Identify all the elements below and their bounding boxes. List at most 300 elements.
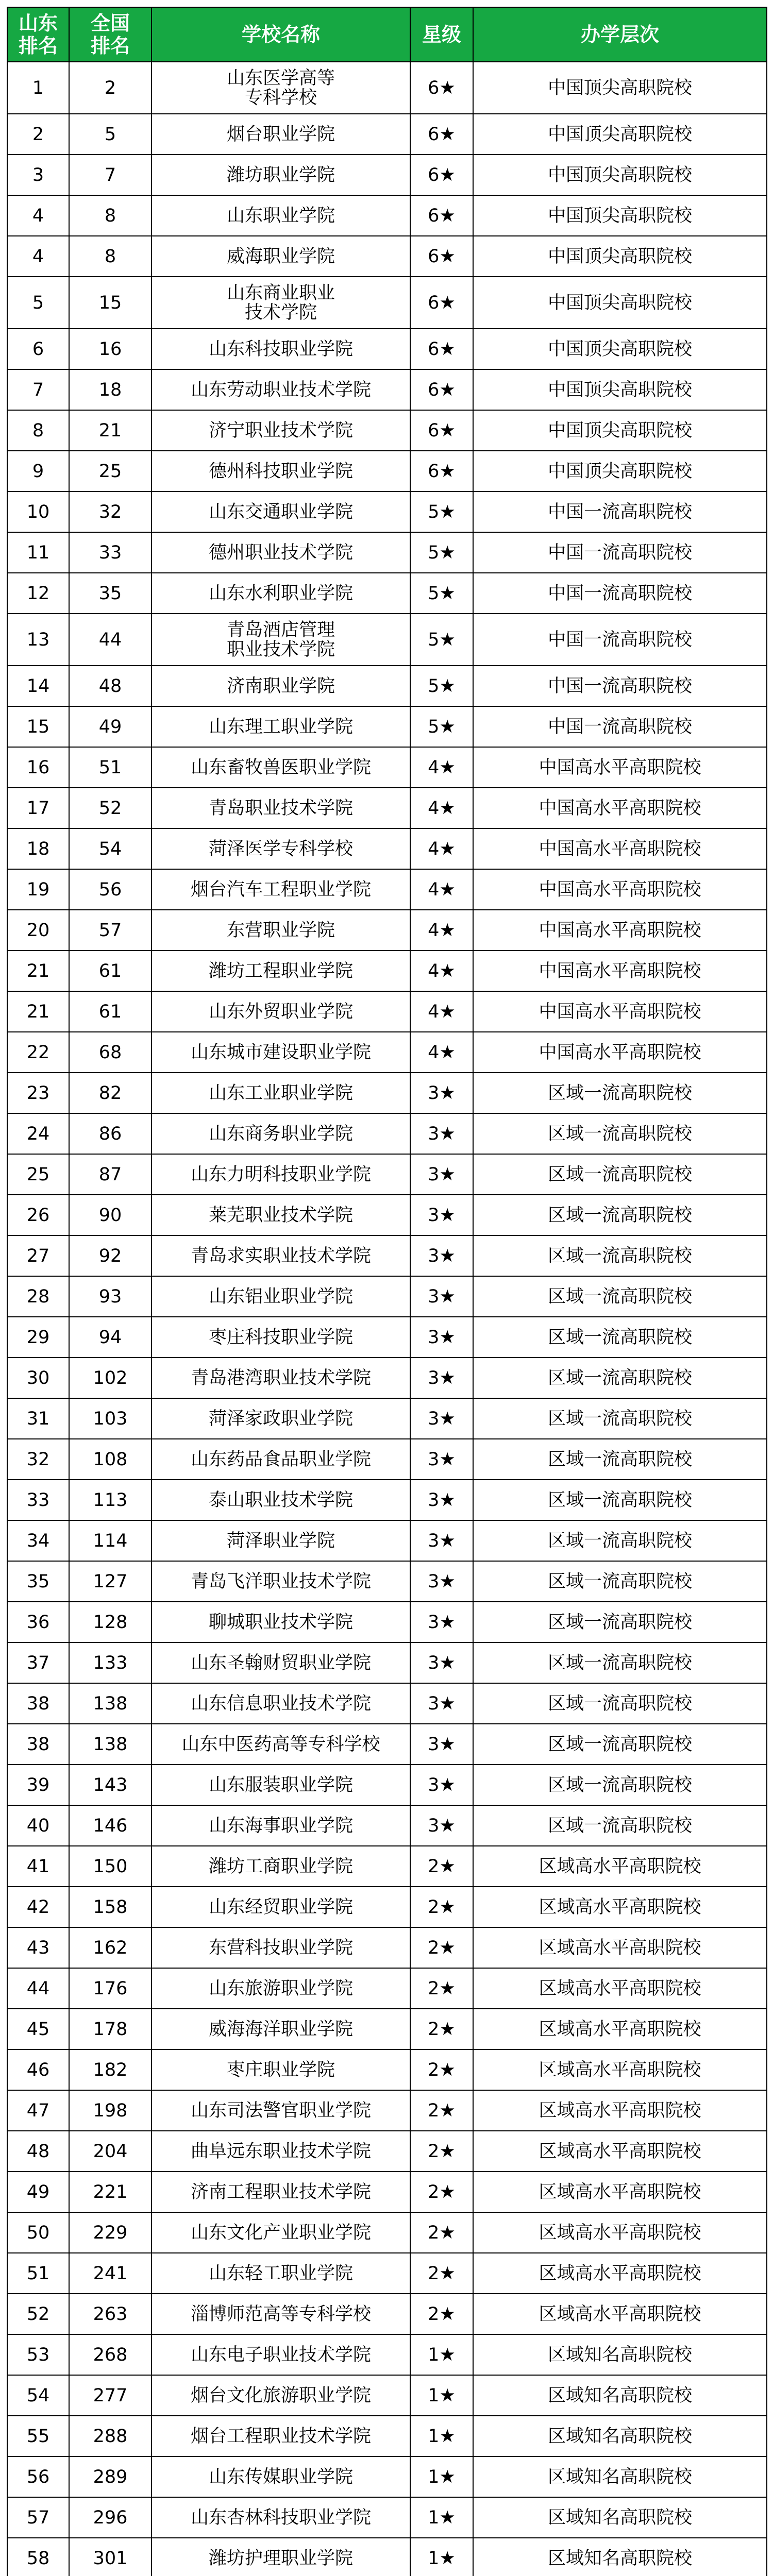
table-row	[7, 828, 767, 869]
school-name-cell: 淄博师范高等专科学校	[152, 2294, 410, 2334]
star-level-cell: 2★	[410, 2212, 473, 2253]
table-row	[7, 2009, 767, 2049]
national-rank-cell: 16	[69, 329, 152, 369]
school-level-cell: 区域知名高职院校	[473, 2497, 767, 2538]
star-level-cell: 3★	[410, 1480, 473, 1520]
school-level-cell: 中国顶尖高职院校	[473, 62, 767, 114]
table-row	[7, 573, 767, 614]
school-name-cell: 山东职业学院	[152, 195, 410, 236]
school-level-cell: 中国顶尖高职院校	[473, 277, 767, 329]
school-name-cell: 菏泽职业学院	[152, 1520, 410, 1561]
shandong-rank-cell: 8	[7, 410, 69, 451]
shandong-rank-cell: 20	[7, 910, 69, 951]
shandong-rank-cell: 39	[7, 1765, 69, 1805]
shandong-rank-cell: 33	[7, 1480, 69, 1520]
table-row	[7, 1439, 767, 1480]
school-name-cell: 枣庄职业学院	[152, 2049, 410, 2090]
school-level-cell: 区域一流高职院校	[473, 1561, 767, 1602]
shandong-rank-cell: 43	[7, 1927, 69, 1968]
table-row	[7, 1276, 767, 1317]
shandong-rank-cell: 25	[7, 1154, 69, 1195]
school-level-cell: 区域高水平高职院校	[473, 2090, 767, 2131]
shandong-rank-cell: 2	[7, 114, 69, 155]
table-row	[7, 62, 767, 114]
table-row	[7, 2049, 767, 2090]
school-level-cell: 区域一流高职院校	[473, 1642, 767, 1683]
table-row	[7, 1154, 767, 1195]
national-rank-cell: 33	[69, 532, 152, 573]
school-level-cell: 区域知名高职院校	[473, 2334, 767, 2375]
table-row	[7, 1480, 767, 1520]
table-row	[7, 2294, 767, 2334]
star-level-cell: 3★	[410, 1765, 473, 1805]
school-level-cell: 区域一流高职院校	[473, 1195, 767, 1235]
shandong-rank-cell: 5	[7, 277, 69, 329]
school-level-cell: 中国一流高职院校	[473, 492, 767, 532]
school-name-cell: 青岛职业技术学院	[152, 788, 410, 828]
shandong-rank-cell: 31	[7, 1398, 69, 1439]
shandong-rank-cell: 13	[7, 614, 69, 666]
shandong-rank-cell: 18	[7, 828, 69, 869]
table-row	[7, 1805, 767, 1846]
star-level-cell: 1★	[410, 2334, 473, 2375]
shandong-rank-cell: 19	[7, 869, 69, 910]
table-row	[7, 1724, 767, 1765]
school-name-cell: 德州科技职业学院	[152, 451, 410, 492]
star-level-cell: 5★	[410, 706, 473, 747]
table-row	[7, 910, 767, 951]
shandong-rank-cell: 45	[7, 2009, 69, 2049]
national-rank-cell: 296	[69, 2497, 152, 2538]
national-rank-cell: 15	[69, 277, 152, 329]
table-row	[7, 329, 767, 369]
school-level-cell: 区域一流高职院校	[473, 1724, 767, 1765]
school-level-cell: 区域一流高职院校	[473, 1602, 767, 1642]
table-row	[7, 369, 767, 410]
school-level-cell: 中国顶尖高职院校	[473, 410, 767, 451]
shandong-rank-cell: 50	[7, 2212, 69, 2253]
shandong-rank-cell: 32	[7, 1439, 69, 1480]
school-name-cell: 山东商业职业 技术学院	[152, 277, 410, 329]
school-level-cell: 区域知名高职院校	[473, 2456, 767, 2497]
table-row	[7, 114, 767, 155]
national-rank-cell: 277	[69, 2375, 152, 2416]
star-level-cell: 2★	[410, 1927, 473, 1968]
table-row	[7, 706, 767, 747]
star-level-cell: 3★	[410, 1195, 473, 1235]
school-name-cell: 济南工程职业技术学院	[152, 2172, 410, 2212]
star-level-cell: 3★	[410, 1073, 473, 1113]
table-row	[7, 1520, 767, 1561]
school-level-cell: 区域一流高职院校	[473, 1154, 767, 1195]
star-level-cell: 1★	[410, 2538, 473, 2576]
school-level-cell: 区域一流高职院校	[473, 1480, 767, 1520]
national-rank-cell: 138	[69, 1724, 152, 1765]
school-name-cell: 山东服装职业学院	[152, 1765, 410, 1805]
table-row	[7, 195, 767, 236]
table-row	[7, 1927, 767, 1968]
star-level-cell: 3★	[410, 1642, 473, 1683]
star-level-cell: 4★	[410, 951, 473, 991]
star-level-cell: 3★	[410, 1235, 473, 1276]
shandong-rank-cell: 24	[7, 1113, 69, 1154]
national-rank-cell: 61	[69, 991, 152, 1032]
national-rank-cell: 108	[69, 1439, 152, 1480]
shandong-rank-cell: 38	[7, 1683, 69, 1724]
table-row	[7, 951, 767, 991]
star-level-cell: 3★	[410, 1154, 473, 1195]
table-row	[7, 869, 767, 910]
shandong-rank-cell: 21	[7, 991, 69, 1032]
table-row	[7, 2090, 767, 2131]
shandong-rank-cell: 34	[7, 1520, 69, 1561]
national-rank-cell: 268	[69, 2334, 152, 2375]
school-name-cell: 潍坊工商职业学院	[152, 1846, 410, 1887]
school-name-cell: 山东水利职业学院	[152, 573, 410, 614]
star-level-cell: 2★	[410, 2253, 473, 2294]
shandong-rank-cell: 44	[7, 1968, 69, 2009]
school-level-cell: 区域一流高职院校	[473, 1235, 767, 1276]
shandong-rank-cell: 42	[7, 1887, 69, 1927]
shandong-rank-cell: 14	[7, 666, 69, 706]
shandong-rank-cell: 1	[7, 62, 69, 114]
national-rank-cell: 288	[69, 2416, 152, 2456]
national-rank-cell: 2	[69, 62, 152, 114]
school-level-cell: 区域一流高职院校	[473, 1113, 767, 1154]
table-row	[7, 277, 767, 329]
shandong-rank-cell: 4	[7, 195, 69, 236]
table-row	[7, 1073, 767, 1113]
star-level-cell: 3★	[410, 1805, 473, 1846]
school-level-cell: 区域高水平高职院校	[473, 2172, 767, 2212]
header-star-level: 星级	[410, 7, 473, 62]
header-shandong-rank: 山东 排名	[7, 7, 69, 62]
table-row	[7, 1642, 767, 1683]
star-level-cell: 4★	[410, 869, 473, 910]
school-level-cell: 区域一流高职院校	[473, 1683, 767, 1724]
shandong-rank-cell: 38	[7, 1724, 69, 1765]
school-name-cell: 济宁职业技术学院	[152, 410, 410, 451]
table-body	[7, 62, 767, 2576]
star-level-cell: 6★	[410, 114, 473, 155]
table-row	[7, 155, 767, 195]
school-level-cell: 中国顶尖高职院校	[473, 236, 767, 277]
national-rank-cell: 35	[69, 573, 152, 614]
star-level-cell: 4★	[410, 991, 473, 1032]
shandong-rank-cell: 11	[7, 532, 69, 573]
national-rank-cell: 133	[69, 1642, 152, 1683]
national-rank-cell: 241	[69, 2253, 152, 2294]
star-level-cell: 3★	[410, 1602, 473, 1642]
national-rank-cell: 18	[69, 369, 152, 410]
school-name-cell: 青岛飞洋职业技术学院	[152, 1561, 410, 1602]
star-level-cell: 6★	[410, 329, 473, 369]
school-name-cell: 山东商务职业学院	[152, 1113, 410, 1154]
table-row	[7, 236, 767, 277]
star-level-cell: 3★	[410, 1439, 473, 1480]
school-name-cell: 枣庄科技职业学院	[152, 1317, 410, 1358]
national-rank-cell: 68	[69, 1032, 152, 1073]
school-name-cell: 山东经贸职业学院	[152, 1887, 410, 1927]
national-rank-cell: 61	[69, 951, 152, 991]
national-rank-cell: 25	[69, 451, 152, 492]
school-name-cell: 山东杏林科技职业学院	[152, 2497, 410, 2538]
star-level-cell: 6★	[410, 236, 473, 277]
national-rank-cell: 82	[69, 1073, 152, 1113]
table-row	[7, 1602, 767, 1642]
table-row	[7, 2212, 767, 2253]
national-rank-cell: 102	[69, 1358, 152, 1398]
shandong-rank-cell: 37	[7, 1642, 69, 1683]
star-level-cell: 4★	[410, 1032, 473, 1073]
national-rank-cell: 114	[69, 1520, 152, 1561]
school-level-cell: 中国高水平高职院校	[473, 869, 767, 910]
school-level-cell: 中国一流高职院校	[473, 666, 767, 706]
national-rank-cell: 44	[69, 614, 152, 666]
star-level-cell: 3★	[410, 1113, 473, 1154]
school-level-cell: 中国高水平高职院校	[473, 1032, 767, 1073]
school-level-cell: 区域一流高职院校	[473, 1439, 767, 1480]
national-rank-cell: 56	[69, 869, 152, 910]
school-level-cell: 中国高水平高职院校	[473, 747, 767, 788]
school-name-cell: 山东工业职业学院	[152, 1073, 410, 1113]
school-name-cell: 山东圣翰财贸职业学院	[152, 1642, 410, 1683]
table-row	[7, 2456, 767, 2497]
school-name-cell: 山东力明科技职业学院	[152, 1154, 410, 1195]
school-level-cell: 区域一流高职院校	[473, 1073, 767, 1113]
school-name-cell: 山东劳动职业技术学院	[152, 369, 410, 410]
table-row	[7, 2253, 767, 2294]
school-level-cell: 中国顶尖高职院校	[473, 114, 767, 155]
national-rank-cell: 150	[69, 1846, 152, 1887]
header-school-name: 学校名称	[152, 7, 410, 62]
star-level-cell: 2★	[410, 2049, 473, 2090]
national-rank-cell: 94	[69, 1317, 152, 1358]
school-name-cell: 德州职业技术学院	[152, 532, 410, 573]
school-level-cell: 中国一流高职院校	[473, 532, 767, 573]
school-name-cell: 烟台汽车工程职业学院	[152, 869, 410, 910]
school-level-cell: 中国高水平高职院校	[473, 788, 767, 828]
school-name-cell: 聊城职业技术学院	[152, 1602, 410, 1642]
star-level-cell: 3★	[410, 1398, 473, 1439]
school-name-cell: 山东旅游职业学院	[152, 1968, 410, 2009]
school-level-cell: 中国一流高职院校	[473, 614, 767, 666]
national-rank-cell: 158	[69, 1887, 152, 1927]
shandong-rank-cell: 7	[7, 369, 69, 410]
star-level-cell: 4★	[410, 747, 473, 788]
star-level-cell: 3★	[410, 1317, 473, 1358]
table-row	[7, 1765, 767, 1805]
ranking-table	[7, 7, 767, 2576]
shandong-rank-cell: 36	[7, 1602, 69, 1642]
school-level-cell: 区域知名高职院校	[473, 2375, 767, 2416]
school-level-cell: 中国高水平高职院校	[473, 951, 767, 991]
shandong-rank-cell: 41	[7, 1846, 69, 1887]
shandong-rank-cell: 35	[7, 1561, 69, 1602]
star-level-cell: 5★	[410, 532, 473, 573]
table-row	[7, 1358, 767, 1398]
table-row	[7, 614, 767, 666]
table-row	[7, 1561, 767, 1602]
school-name-cell: 山东科技职业学院	[152, 329, 410, 369]
national-rank-cell: 146	[69, 1805, 152, 1846]
national-rank-cell: 90	[69, 1195, 152, 1235]
school-level-cell: 区域知名高职院校	[473, 2538, 767, 2576]
shandong-rank-cell: 54	[7, 2375, 69, 2416]
table-row	[7, 1683, 767, 1724]
star-level-cell: 5★	[410, 666, 473, 706]
school-name-cell: 山东轻工职业学院	[152, 2253, 410, 2294]
table-row	[7, 1235, 767, 1276]
shandong-rank-cell: 46	[7, 2049, 69, 2090]
national-rank-cell: 198	[69, 2090, 152, 2131]
star-level-cell: 2★	[410, 2131, 473, 2172]
school-name-cell: 山东医学高等 专科学校	[152, 62, 410, 114]
star-level-cell: 1★	[410, 2497, 473, 2538]
school-level-cell: 区域高水平高职院校	[473, 2049, 767, 2090]
shandong-rank-cell: 27	[7, 1235, 69, 1276]
national-rank-cell: 51	[69, 747, 152, 788]
school-level-cell: 区域高水平高职院校	[473, 2253, 767, 2294]
star-level-cell: 2★	[410, 1887, 473, 1927]
school-level-cell: 区域高水平高职院校	[473, 1968, 767, 2009]
table-row	[7, 1887, 767, 1927]
table-row	[7, 1846, 767, 1887]
school-name-cell: 山东交通职业学院	[152, 492, 410, 532]
national-rank-cell: 8	[69, 195, 152, 236]
national-rank-cell: 21	[69, 410, 152, 451]
shandong-rank-cell: 26	[7, 1195, 69, 1235]
shandong-rank-cell: 49	[7, 2172, 69, 2212]
shandong-rank-cell: 23	[7, 1073, 69, 1113]
school-level-cell: 中国顶尖高职院校	[473, 451, 767, 492]
school-name-cell: 青岛求实职业技术学院	[152, 1235, 410, 1276]
school-name-cell: 山东司法警官职业学院	[152, 2090, 410, 2131]
shandong-rank-cell: 15	[7, 706, 69, 747]
national-rank-cell: 7	[69, 155, 152, 195]
star-level-cell: 3★	[410, 1683, 473, 1724]
school-name-cell: 潍坊护理职业学院	[152, 2538, 410, 2576]
table-row	[7, 788, 767, 828]
school-name-cell: 山东电子职业技术学院	[152, 2334, 410, 2375]
table-row	[7, 1195, 767, 1235]
table-row	[7, 2416, 767, 2456]
header-school-level: 办学层次	[473, 7, 767, 62]
school-name-cell: 曲阜远东职业技术学院	[152, 2131, 410, 2172]
national-rank-cell: 49	[69, 706, 152, 747]
shandong-rank-cell: 21	[7, 951, 69, 991]
school-level-cell: 中国高水平高职院校	[473, 910, 767, 951]
table-row	[7, 2497, 767, 2538]
school-name-cell: 泰山职业技术学院	[152, 1480, 410, 1520]
national-rank-cell: 289	[69, 2456, 152, 2497]
header-national-rank: 全国 排名	[69, 7, 152, 62]
shandong-rank-cell: 57	[7, 2497, 69, 2538]
shandong-rank-cell: 3	[7, 155, 69, 195]
national-rank-cell: 178	[69, 2009, 152, 2049]
shandong-rank-cell: 48	[7, 2131, 69, 2172]
school-name-cell: 威海海洋职业学院	[152, 2009, 410, 2049]
national-rank-cell: 93	[69, 1276, 152, 1317]
table-row	[7, 2375, 767, 2416]
national-rank-cell: 221	[69, 2172, 152, 2212]
school-name-cell: 山东信息职业技术学院	[152, 1683, 410, 1724]
star-level-cell: 4★	[410, 788, 473, 828]
national-rank-cell: 92	[69, 1235, 152, 1276]
star-level-cell: 5★	[410, 573, 473, 614]
school-name-cell: 济南职业学院	[152, 666, 410, 706]
shandong-rank-cell: 6	[7, 329, 69, 369]
star-level-cell: 3★	[410, 1276, 473, 1317]
school-name-cell: 烟台工程职业技术学院	[152, 2416, 410, 2456]
shandong-rank-cell: 52	[7, 2294, 69, 2334]
star-level-cell: 2★	[410, 2172, 473, 2212]
shandong-rank-cell: 17	[7, 788, 69, 828]
star-level-cell: 6★	[410, 410, 473, 451]
school-name-cell: 山东畜牧兽医职业学院	[152, 747, 410, 788]
school-name-cell: 山东外贸职业学院	[152, 991, 410, 1032]
shandong-rank-cell: 29	[7, 1317, 69, 1358]
star-level-cell: 3★	[410, 1561, 473, 1602]
table-row	[7, 1317, 767, 1358]
national-rank-cell: 103	[69, 1398, 152, 1439]
school-name-cell: 威海职业学院	[152, 236, 410, 277]
school-level-cell: 区域高水平高职院校	[473, 2131, 767, 2172]
national-rank-cell: 176	[69, 1968, 152, 2009]
school-level-cell: 中国一流高职院校	[473, 706, 767, 747]
national-rank-cell: 128	[69, 1602, 152, 1642]
school-level-cell: 区域高水平高职院校	[473, 1887, 767, 1927]
star-level-cell: 6★	[410, 451, 473, 492]
school-level-cell: 区域一流高职院校	[473, 1520, 767, 1561]
school-name-cell: 菏泽医学专科学校	[152, 828, 410, 869]
national-rank-cell: 32	[69, 492, 152, 532]
star-level-cell: 5★	[410, 492, 473, 532]
table-row	[7, 2538, 767, 2576]
table-row	[7, 1113, 767, 1154]
national-rank-cell: 263	[69, 2294, 152, 2334]
star-level-cell: 3★	[410, 1358, 473, 1398]
school-name-cell: 青岛酒店管理 职业技术学院	[152, 614, 410, 666]
school-name-cell: 山东传媒职业学院	[152, 2456, 410, 2497]
star-level-cell: 6★	[410, 195, 473, 236]
shandong-rank-cell: 55	[7, 2416, 69, 2456]
national-rank-cell: 138	[69, 1683, 152, 1724]
table-row	[7, 1398, 767, 1439]
school-name-cell: 烟台文化旅游职业学院	[152, 2375, 410, 2416]
school-level-cell: 中国高水平高职院校	[473, 828, 767, 869]
school-name-cell: 莱芜职业技术学院	[152, 1195, 410, 1235]
shandong-rank-cell: 58	[7, 2538, 69, 2576]
shandong-rank-cell: 51	[7, 2253, 69, 2294]
school-name-cell: 菏泽家政职业学院	[152, 1398, 410, 1439]
table-row	[7, 2131, 767, 2172]
header-row	[7, 7, 767, 62]
shandong-rank-cell: 56	[7, 2456, 69, 2497]
table-row	[7, 747, 767, 788]
school-name-cell: 潍坊工程职业学院	[152, 951, 410, 991]
table-row	[7, 666, 767, 706]
star-level-cell: 6★	[410, 369, 473, 410]
national-rank-cell: 127	[69, 1561, 152, 1602]
star-level-cell: 5★	[410, 614, 473, 666]
shandong-rank-cell: 4	[7, 236, 69, 277]
national-rank-cell: 52	[69, 788, 152, 828]
school-name-cell: 山东城市建设职业学院	[152, 1032, 410, 1073]
shandong-rank-cell: 12	[7, 573, 69, 614]
school-name-cell: 山东海事职业学院	[152, 1805, 410, 1846]
table-row	[7, 2172, 767, 2212]
